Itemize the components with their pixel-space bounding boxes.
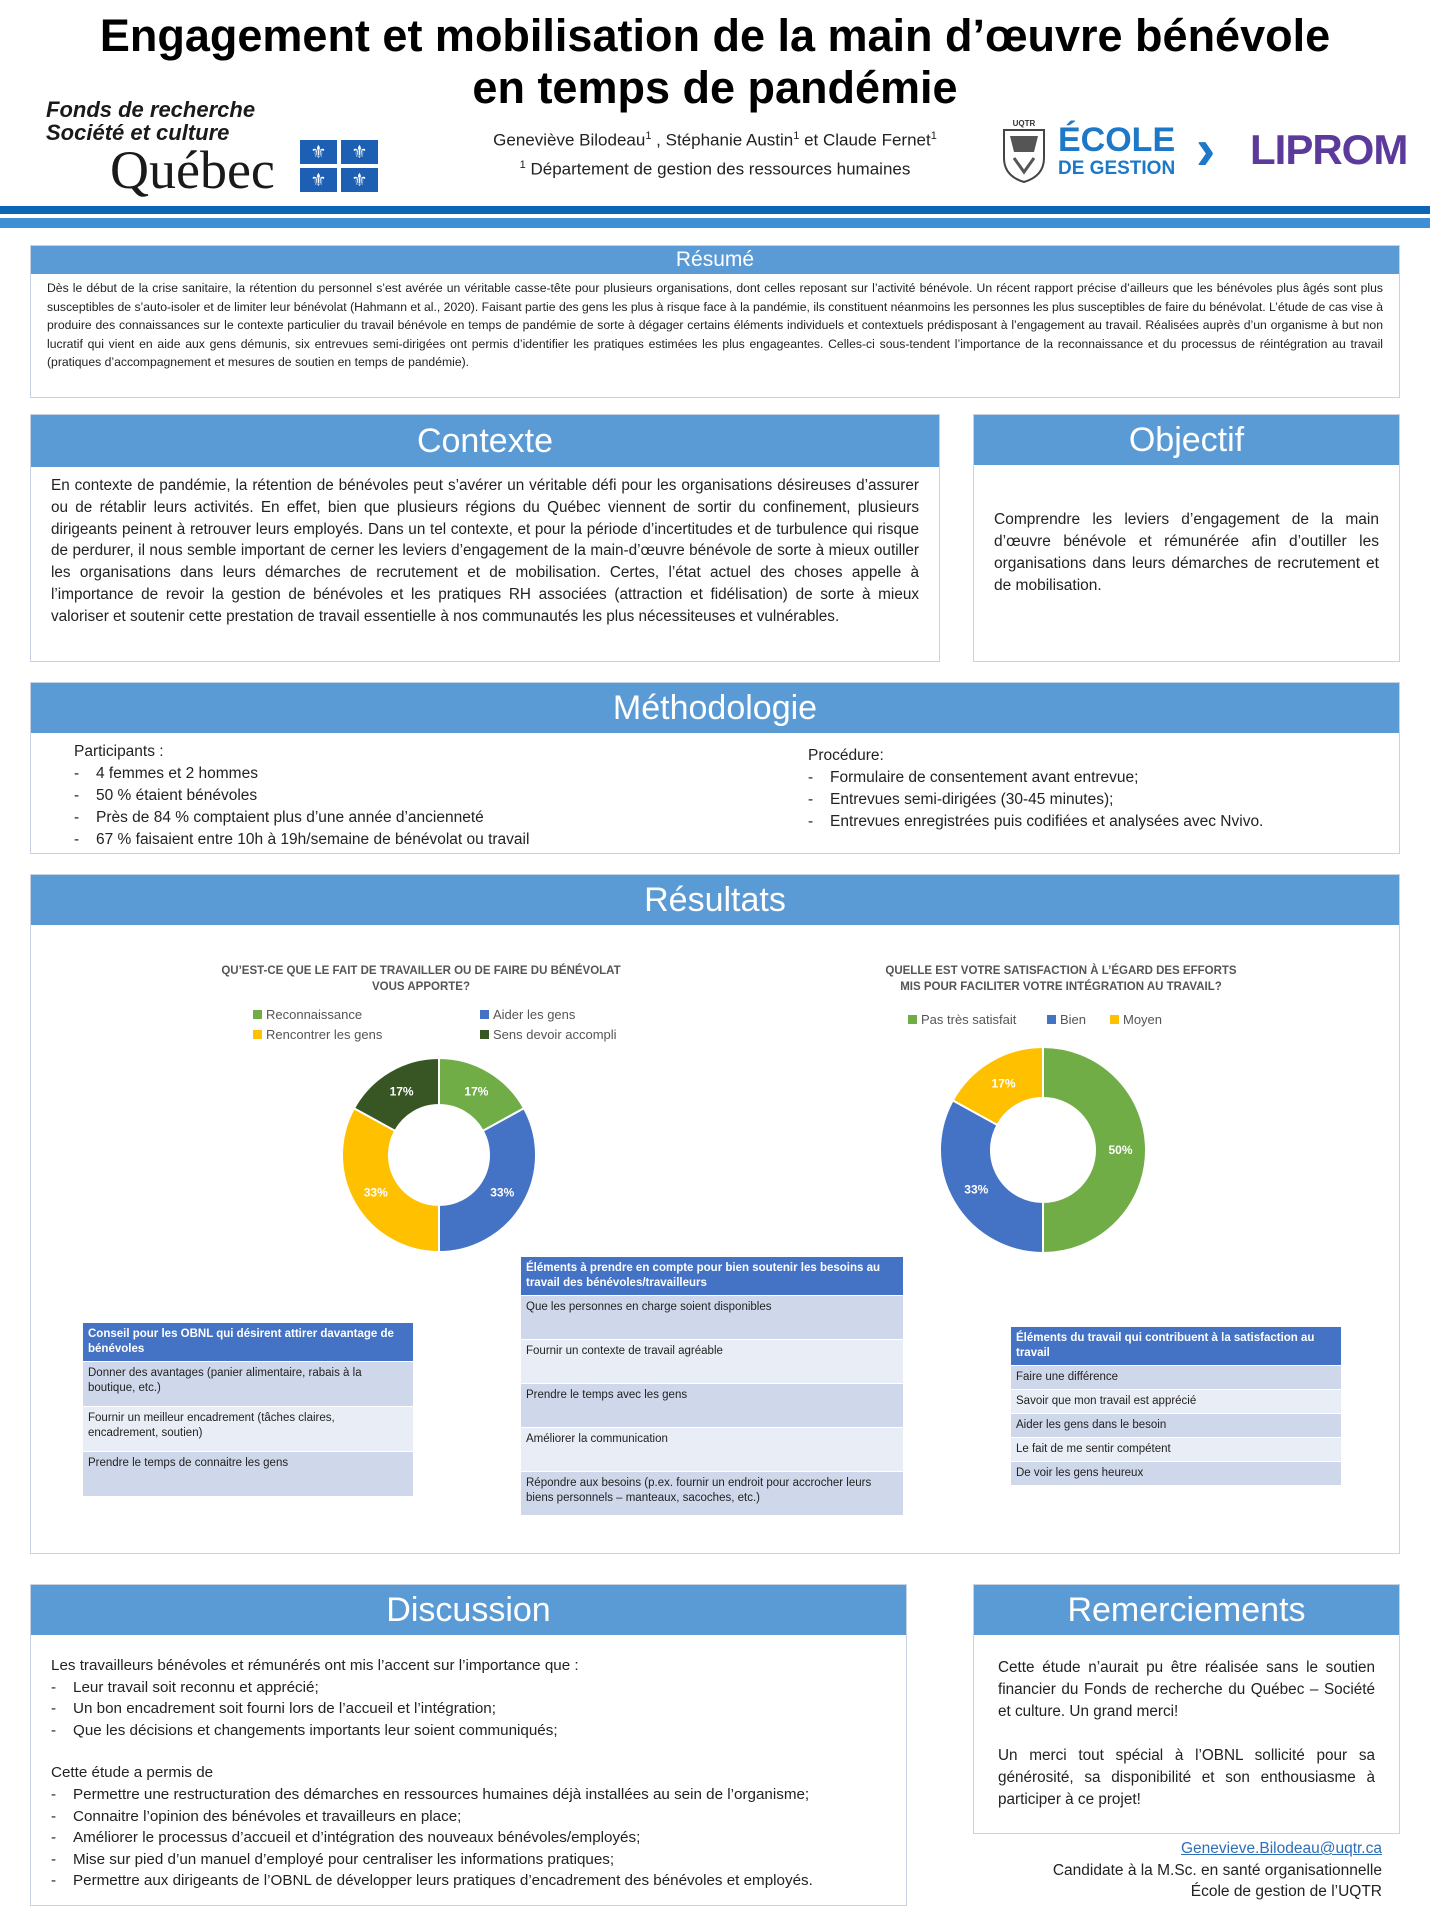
legend-swatch (480, 1030, 489, 1039)
chart2-legend-item (1047, 1012, 1086, 1027)
conseil-table (83, 1323, 413, 1496)
table-row: Prendre le temps de connaitre les gens (83, 1451, 413, 1496)
donut-data-label: 33% (363, 1185, 388, 1200)
objectif-heading: Objectif (974, 415, 1399, 465)
author-name: Geneviève Bilodeau (493, 130, 646, 150)
author-name: Claude Fernet (822, 130, 931, 150)
chart2-legend-item (1110, 1012, 1162, 1027)
table-row: Répondre aux besoins (p.ex. fournir un endroit pour accrocher leurs biens personnels – manteaux, sacoches, etc.) (521, 1471, 903, 1515)
chart1-title (211, 963, 631, 995)
chevron-right-icon: › (1196, 117, 1216, 182)
frq-logo-line2: Société et culture (46, 120, 230, 145)
author-separator: et (799, 130, 823, 150)
donut-data-label: 33% (964, 1182, 989, 1197)
chart1-title-line2: VOUS APPORTE? (372, 981, 470, 993)
list-item: - Améliorer le processus d’accueil et d’intégration des nouveaux bénévoles/employés; (51, 1827, 886, 1849)
legend-label: Reconnaissance (266, 1007, 363, 1022)
satisfaction-table (1011, 1327, 1341, 1485)
affiliation (440, 153, 990, 182)
discussion-list (51, 1677, 886, 1742)
table-row: Que les personnes en charge soient disponibles (521, 1295, 903, 1339)
discussion-intro2: Cette étude a permis de (51, 1764, 214, 1782)
chart1-legend-item (480, 1007, 575, 1022)
author-sup: 1 (645, 130, 652, 142)
legend-label: Pas très satisfait (921, 1012, 1017, 1027)
objectif-text: Comprendre les leviers d’engagement de la main d’œuvre bénévole et rémunérée afin d’outiller les organisations dans leurs démarches de recrutement et de mobilisation. (994, 511, 1379, 594)
uqtr-crest-icon (1000, 118, 1048, 184)
legend-swatch (908, 1015, 917, 1024)
header-divider (0, 218, 1430, 228)
list-item: - Leur travail soit reconnu et apprécié; (51, 1677, 886, 1699)
ecole-logo-line1: ÉCOLE (1058, 121, 1176, 159)
chart2-title-line1: QUELLE EST VOTRE SATISFACTION À L’ÉGARD DES EFFORTS (885, 965, 1237, 977)
fleur-de-lis-icon: ⚜ (300, 168, 337, 192)
author-sup: 1 (930, 130, 937, 142)
procedure-label: Procédure: (808, 747, 884, 764)
legend-label: Rencontrer les gens (266, 1027, 383, 1042)
table-row: Aider les gens dans le besoin (1011, 1413, 1341, 1437)
ecole-logo-line2: DE GESTION (1058, 158, 1176, 179)
table-row: Fournir un contexte de travail agréable (521, 1339, 903, 1383)
participants-label: Participants : (74, 743, 164, 760)
contexte-heading: Contexte (31, 415, 939, 467)
remerciements-p1: Cette étude n’aurait pu être réalisée sans le soutien financier du Fonds de recherche du Québec – Société et culture. Un grand merci! (998, 1659, 1375, 1720)
liprom-logo: LIPROM (1250, 126, 1408, 173)
discussion-intro: Les travailleurs bénévoles et rémunérés ont mis l’accent sur l’importance que : (51, 1657, 579, 1674)
chart1-title-line1: QU’EST-CE QUE LE FAIT DE TRAVAILLER OU DE FAIRE DU BÉNÉVOLAT (221, 965, 621, 977)
procedure-list (808, 767, 1263, 833)
author-sup: 1 (793, 130, 800, 142)
soutien-table (521, 1257, 903, 1515)
remerciements-section (973, 1584, 1400, 1834)
legend-swatch (1047, 1015, 1056, 1024)
list-item: - Entrevues enregistrées puis codifiées et analysées avec Nvivo. (808, 811, 1263, 833)
chart2-legend-item (908, 1012, 1016, 1027)
list-item: - Formulaire de consentement avant entrevue; (808, 767, 1263, 789)
fleur-de-lis-icon: ⚜ (300, 140, 337, 164)
contexte-text: En contexte de pandémie, la rétention de bénévoles peut s’avérer un véritable défi pour les organisations désireuses d’assurer ou de rétablir leurs activités. En effet, bien que plusieurs régions du Québec viennent de sortir du confinement, plusieurs dirigeants peinent à retrouver leurs employés. Dans un tel contexte, et pour la période d’incertitudes et de turbulence qui risque de perdurer, il nous semble important de cerner les leviers d’engagement de la main-d’œuvre bénévole de sorte à mieux outiller les organisations dans leurs démarches de recrutement et de mobilisation. Certes, l’état actuel des choses appelle à l’importance de revoir la gestion de bénévoles et les pratiques RH associées (attraction et fidélisation) de sorte à mieux valoriser et soutenir cette prestation de travail essentielle à nos communautés les plus nécessiteuses et vulnérables. (51, 477, 919, 625)
donut-slice (439, 1108, 536, 1252)
list-item: - Mise sur pied d’un manuel d’employé pour centraliser les informations pratiques; (51, 1849, 886, 1871)
procedure-block (808, 745, 1263, 833)
table-header: Conseil pour les OBNL qui désirent attirer davantage de bénévoles (83, 1323, 413, 1361)
contact-block (960, 1838, 1382, 1903)
participants-list (74, 763, 529, 851)
table-row: Améliorer la communication (521, 1427, 903, 1471)
table-row: De voir les gens heureux (1011, 1461, 1341, 1485)
donut-data-label: 17% (389, 1084, 414, 1099)
chart2-title-line2: MIS POUR FACILITER VOTRE INTÉGRATION AU TRAVAIL? (900, 981, 1222, 993)
remerciements-p2: Un merci tout spécial à l’OBNL sollicité pour sa générosité, sa disponibilité et son enthousiasme à participer à ce projet! (998, 1747, 1375, 1808)
donut-data-label: 50% (1108, 1143, 1133, 1157)
table-row: Faire une différence (1011, 1365, 1341, 1389)
contact-line3: École de gestion de l’UQTR (1190, 1883, 1382, 1900)
resume-heading: Résumé (31, 246, 1399, 274)
objectif-section (973, 414, 1400, 662)
list-item: - Que les décisions et changements importants leur soient communiqués; (51, 1720, 886, 1742)
donut-slice (940, 1100, 1043, 1253)
donut-data-label: 33% (490, 1185, 515, 1200)
quebec-wordmark: Québec (110, 140, 275, 200)
frq-logo-line1: Fonds de recherche (46, 97, 256, 122)
contact-line2: Candidate à la M.Sc. en santé organisationnelle (1052, 1861, 1382, 1879)
author-name: Stéphanie Austin (665, 130, 794, 150)
list-item: - Permettre aux dirigeants de l’OBNL de développer leurs pratiques d’encadrement des bénévoles et employés. (51, 1870, 886, 1892)
contact-email-link[interactable]: Genevieve.Bilodeau@uqtr.ca (1180, 1840, 1382, 1857)
legend-label: Moyen (1123, 1012, 1163, 1027)
chart2-title (851, 963, 1271, 995)
list-item: - Un bon encadrement soit fourni lors de l’accueil et l’intégration; (51, 1698, 886, 1720)
resume-section (30, 245, 1400, 398)
author-separator: , (651, 130, 666, 150)
donut-data-label: 17% (991, 1076, 1016, 1091)
donut-data-label: 17% (464, 1084, 489, 1099)
discussion-list2 (51, 1784, 886, 1892)
contexte-section (30, 414, 940, 662)
poster-title-line2: en temps de pandémie (472, 62, 958, 113)
chart2-donut (938, 1045, 1148, 1255)
header-divider (0, 206, 1430, 214)
chart1-donut (339, 1055, 539, 1255)
table-row: Prendre le temps avec les gens (521, 1383, 903, 1427)
quebec-flag-icon (300, 140, 378, 192)
authors-block (440, 124, 990, 181)
legend-label: Sens devoir accompli (493, 1027, 617, 1042)
discussion-body (31, 1635, 906, 1892)
discussion-heading: Discussion (31, 1585, 906, 1635)
list-item: - 67 % faisaient entre 10h à 19h/semaine de bénévolat ou travail (74, 829, 529, 851)
uqtr-label: UQTR (1012, 119, 1036, 128)
table-row: Fournir un meilleur encadrement (tâches claires, encadrement, soutien) (83, 1406, 413, 1451)
legend-swatch (480, 1010, 489, 1019)
remerciements-heading: Remerciements (974, 1585, 1399, 1635)
discussion-section (30, 1584, 907, 1906)
chart1-legend-item (253, 1027, 382, 1042)
affiliation-sup: 1 (519, 158, 526, 171)
participants-block (74, 741, 529, 851)
list-item: - Entrevues semi-dirigées (30-45 minutes); (808, 789, 1263, 811)
methodologie-heading: Méthodologie (31, 683, 1399, 733)
list-item: - Connaitre l’opinion des bénévoles et travailleurs en place; (51, 1806, 886, 1828)
legend-label: Bien (1060, 1012, 1087, 1027)
legend-swatch (253, 1010, 262, 1019)
resultats-section (30, 874, 1400, 1554)
affiliation-text: Département de gestion des ressources humaines (530, 159, 911, 179)
resume-text: Dès le début de la crise sanitaire, la rétention du personnel s’est avérée un véritable casse-tête pour plusieurs organisations, dont celles reposant sur l’activité bénévole. Un récent rapport précise d’ailleurs que les bénévoles plus âgés sont plus susceptibles de s’auto-isoler et de limiter leur bénévolat (Hahmann et al., 2020). Faisant partie des gens les plus à risque face à la pandémie, ils constituent néanmoins les personnes les plus susceptibles de faire du bénévolat. L’étude de cas vise à produire des connaissances sur le contexte particulier du travail bénévole en temps de pandémie de sorte à dégager certains éléments individuels et contextuels prédisposant à l’engagement au travail. Réalisées auprès d’un organisme à but non lucratif qui vient en aide aux gens démunis, six entrevues semi-dirigées ont permis d’identifier les pratiques estimées les plus engageantes. Celles-ci sous-tendent l’importance de la reconnaissance et du processus de réintégration au travail (pratiques d’accompagnement et mesures de soutien en temps de pandémie). (47, 281, 1383, 369)
table-row: Le fait de me sentir compétent (1011, 1437, 1341, 1461)
remerciements-body (974, 1635, 1399, 1811)
table-row: Savoir que mon travail est apprécié (1011, 1389, 1341, 1413)
list-item: - Près de 84 % comptaient plus d’une année d’ancienneté (74, 807, 529, 829)
list-item: - 50 % étaient bénévoles (74, 785, 529, 807)
chart1-legend-item (480, 1027, 617, 1042)
methodologie-section (30, 682, 1400, 854)
list-item: - 4 femmes et 2 hommes (74, 763, 529, 785)
ecole-gestion-logo (1058, 122, 1175, 180)
chart1-legend-item (253, 1007, 362, 1022)
legend-label: Aider les gens (493, 1007, 576, 1022)
fleur-de-lis-icon: ⚜ (341, 168, 378, 192)
frq-logo (46, 98, 255, 144)
author-line (440, 124, 990, 153)
table-row: Donner des avantages (panier alimentaire, rabais à la boutique, etc.) (83, 1361, 413, 1406)
legend-swatch (1110, 1015, 1119, 1024)
table-header: Éléments à prendre en compte pour bien soutenir les besoins au travail des bénévoles/travailleurs (521, 1257, 903, 1295)
poster-title-line1: Engagement et mobilisation de la main d’œuvre bénévole (99, 10, 1331, 61)
resultats-heading: Résultats (31, 875, 1399, 925)
donut-slice (342, 1108, 439, 1252)
legend-swatch (253, 1030, 262, 1039)
fleur-de-lis-icon: ⚜ (341, 140, 378, 164)
table-header: Éléments du travail qui contribuent à la satisfaction au travail (1011, 1327, 1341, 1365)
list-item: - Permettre une restructuration des démarches en ressources humaines déjà installées au sein de l’organisme; (51, 1784, 886, 1806)
